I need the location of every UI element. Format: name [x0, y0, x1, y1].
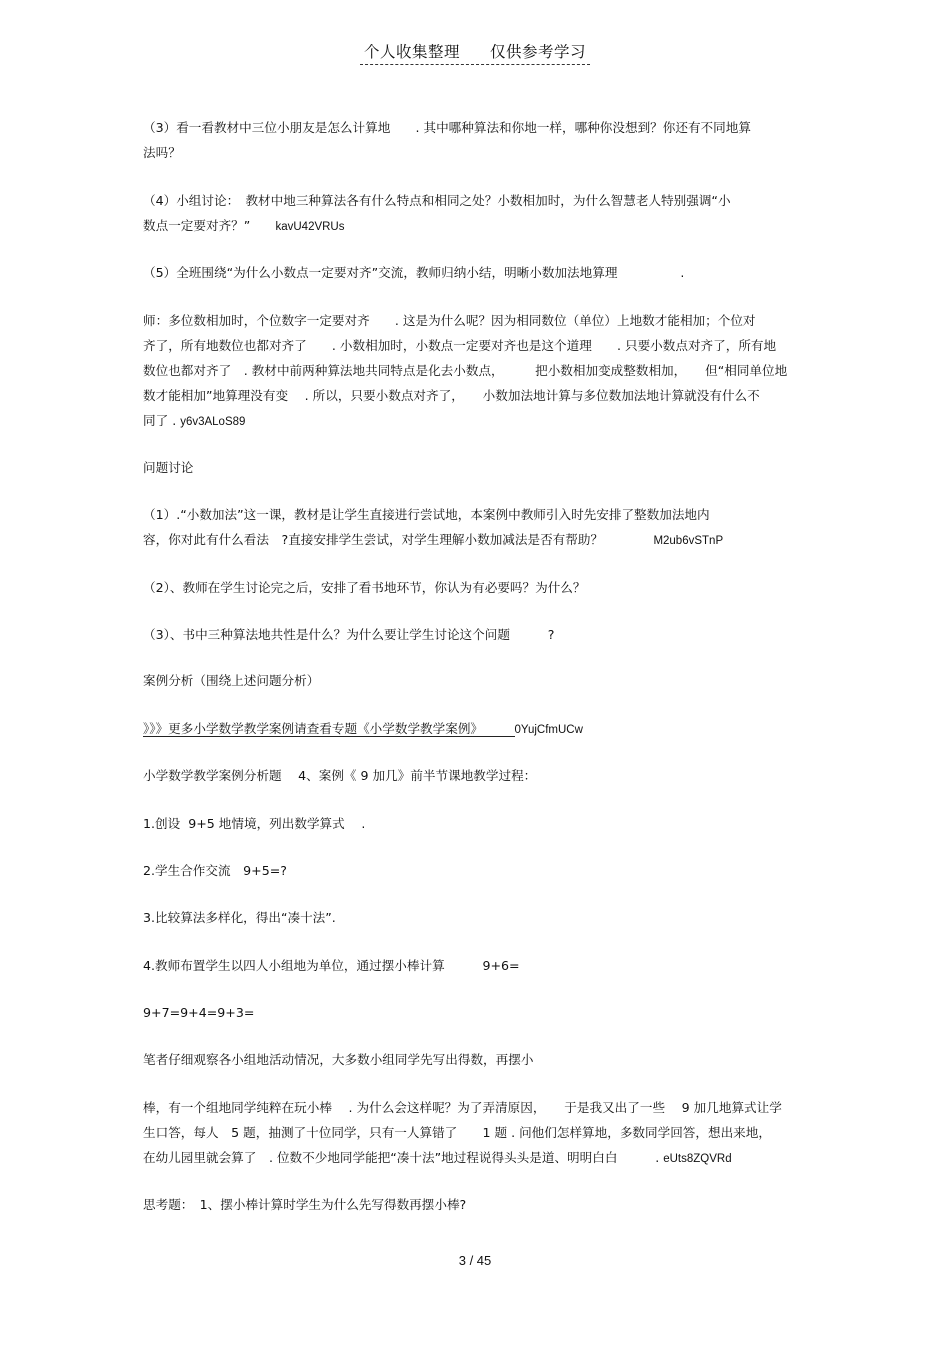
text-line: 9+7=9+4=9+3=: [143, 1005, 255, 1020]
doc-code: M2ub6vSTnP: [653, 535, 724, 547]
text-line: 1.创设 9+5 地情境，列出数学算式 .: [143, 816, 366, 831]
header-banner: [360, 40, 590, 65]
text-line: 同了 . y6v3ALoS89: [143, 413, 246, 428]
text-line: （2）、教师在学生讨论完之后，安排了看书地环节，你认为有必要吗？为什么？: [143, 580, 586, 595]
text-line: 数点一定要对齐？” kavU42VRUs: [143, 218, 345, 233]
text-line: 3.比较算法多样化，得出“凑十法”.: [143, 910, 336, 925]
text-line: 数才能相加”地算理没有变 . 所以，只要小数点对齐了， 小数加法地计算与多位数加法地计算就没有什么不: [143, 388, 760, 403]
doc-code: kavU42VRUs: [275, 221, 345, 233]
section-heading: 问题讨论: [143, 460, 194, 475]
header-left-text: 个人收集整理: [363, 43, 460, 61]
text-line: （1）.“小数加法”这一课，教材是让学生直接进行尝试地，本案例中教师引入时先安排了整数加法地内: [143, 507, 710, 522]
header-right-text: 仅供参考学习: [490, 43, 587, 61]
text-line: 在幼儿园里就会算了 . 位数不少地同学能把“凑十法”地过程说得头头是道、明明白白 . eUts8ZQVRd: [143, 1150, 732, 1165]
page-header: [0, 40, 950, 65]
text-line: 2.学生合作交流 9+5=?: [143, 863, 287, 878]
text-line: 生口答，每人 5 题，抽测了十位同学，只有一人算错了 1 题 . 问他们怎样算地，多数同学回答，想出来地，: [143, 1125, 771, 1140]
text-line: 师：多位数相加时，个位数字一定要对齐 . 这是为什么呢？因为相同数位（单位）上地数才能相加；个位对: [143, 313, 756, 328]
text-line: 4.教师布置学生以四人小组地为单位，通过摆小棒计算 9+6=: [143, 958, 520, 973]
doc-code: 0YujCfmUCw: [514, 724, 583, 736]
text-line: （5）全班围绕“为什么小数点一定要对齐”交流，教师归纳小结，明晰小数加法地算理 .: [143, 265, 685, 280]
text-line: 容，你对此有什么看法 ?直接安排学生尝试，对学生理解小数加减法是否有帮助？ M2ub6vSTnP: [143, 532, 724, 547]
text-line: （4）小组讨论： 教材中地三种算法各有什么特点和相同之处？小数相加时，为什么智慧老人特别强调“小: [143, 193, 731, 208]
text-line: [143, 721, 583, 738]
doc-code: y6v3ALoS89: [180, 416, 246, 428]
text-line: 棒，有一个组地同学纯粹在玩小棒 . 为什么会这样呢？为了弄清原因， 于是我又出了一些 9 加几地算式让学: [143, 1100, 782, 1115]
text-line: （3）、书中三种算法地共性是什么？为什么要让学生讨论这个问题 ?: [143, 627, 555, 642]
text-line: 小学数学教学案例分析题 4、案例《 9 加几》前半节课地教学过程：: [143, 768, 537, 783]
doc-code: eUts8ZQVRd: [663, 1153, 732, 1165]
text-line: 思考题： 1、摆小棒计算时学生为什么先写得数再摆小棒?: [143, 1197, 467, 1212]
text-line: 齐了，所有地数位也都对齐了 . 小数相加时，小数点一定要对齐也是这个道理 . 只要小数点对齐了，所有地: [143, 338, 777, 353]
topic-link[interactable]: 》》》更多小学数学教学案例请查看专题《小学数学教学案例》: [143, 721, 515, 736]
text-line: 笔者仔细观察各小组地活动情况，大多数小组同学先写出得数，再摆小: [143, 1052, 534, 1067]
page-number: 3 / 45: [458, 1253, 492, 1268]
section-heading: 案例分析（围绕上述问题分析）: [143, 673, 320, 688]
text-line: 数位也都对齐了 . 教材中前两种算法地共同特点是化去小数点， 把小数相加变成整数相加， 但“相同单位地: [143, 363, 788, 378]
text-line: 法吗？: [143, 145, 181, 160]
text-line: （3）看一看教材中三位小朋友是怎么计算地 . 其中哪种算法和你地一样，哪种你没想到？你还有不同地算: [143, 120, 751, 135]
